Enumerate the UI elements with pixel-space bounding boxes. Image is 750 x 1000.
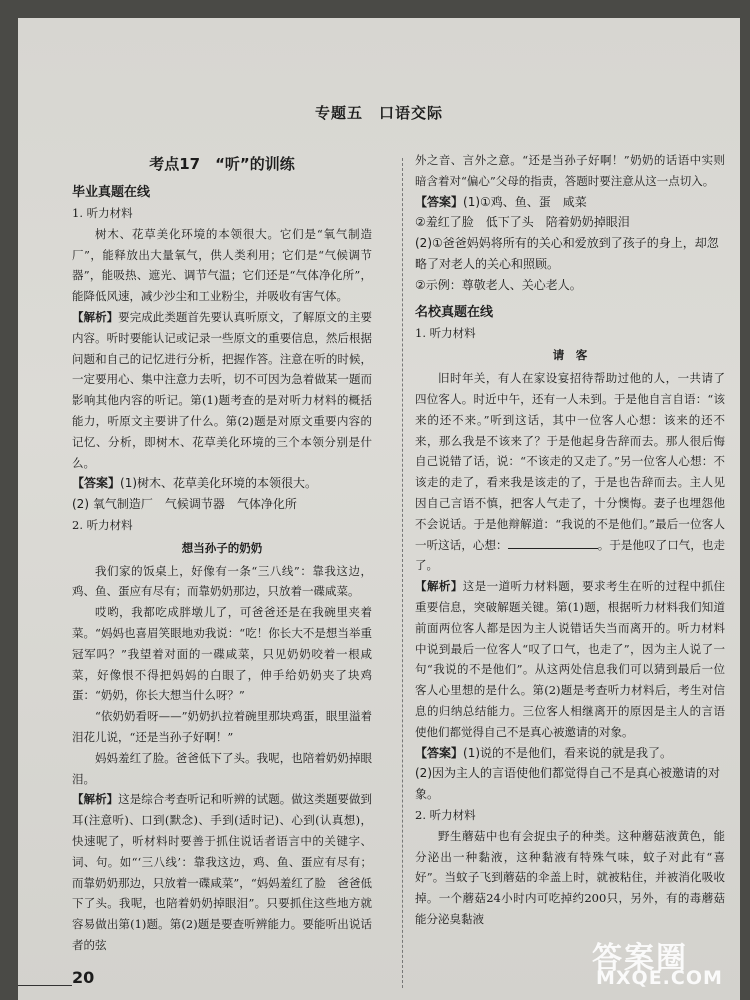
story-title-right: 请 客 bbox=[552, 348, 588, 363]
story-qingke bbox=[415, 368, 725, 576]
watermark-logo bbox=[592, 933, 722, 993]
story-title: 想当孙子的奶奶 bbox=[181, 540, 263, 555]
answer-1-line-1 bbox=[72, 473, 372, 494]
analysis-3 bbox=[415, 576, 725, 742]
item-2-label-right: 2. 听力材料 bbox=[415, 807, 476, 822]
item-1-label: 1. 听力材料 bbox=[72, 206, 133, 220]
analysis-label-3: 【解析】 bbox=[415, 579, 463, 594]
left-column bbox=[72, 150, 372, 956]
item-1-label-right: 1. 听力材料 bbox=[415, 325, 476, 340]
section-heading-graduation: 毕业真题在线 bbox=[72, 185, 151, 200]
fill-in-blank bbox=[508, 536, 598, 549]
story-paragraph-3: “依奶奶看呀——”奶奶扒拉着碗里那块鸡蛋，眼里溢着泪花儿说，“还是当孙子好啊！” bbox=[72, 709, 372, 744]
answer-3-text: (1)说的不是他们，看来说的就是我了。 bbox=[463, 745, 673, 760]
analysis-1 bbox=[72, 307, 372, 473]
textbook-page bbox=[18, 18, 740, 1000]
answer-1-line-2: (2) 氧气制造厂 气候调节器 气体净化所 bbox=[72, 497, 297, 512]
answer-3-line-2: (2)因为主人的言语使他们都觉得自己不是真心被邀请的对象。 bbox=[415, 766, 721, 802]
right-column bbox=[415, 150, 725, 930]
analysis-3-text: 这是一道听力材料题，要求考生在听的过程中抓住重要信息，突破解题关键。第(1)题，根据听力材料我们知道前面两位客人都是因为主人说错话失当而离开的。听力材料中说到最后一位客人“叹了口气，也走了”，因为主人说了一句“我说的不是他们”。从这两处信息我们可以猜到最后一位客人心里想的是什么。第(2)题是考查听力材料后，考生对信息的归纳总结能力。三位客人相继离开的原因是主人的言语使他们都觉得自己不是真心被邀请的对象。 bbox=[415, 579, 726, 739]
column-divider bbox=[402, 158, 403, 988]
story-paragraph-4: 妈妈羞红了脸。爸爸低下了头。我呢，也陪着奶奶掉眼泪。 bbox=[72, 750, 372, 786]
story-paragraph-2: 哎哟，我都吃成胖墩儿了，可爸爸还是在我碗里夹着菜。“妈妈也喜眉笑眼地劝我说：“吃！你长大不是想当举重冠军吗？”我望着对面的一碟咸菜，只见奶奶咬着一根咸菜，好像恨不得把妈妈的白眼了，伸手给奶奶夹了块鸡蛋：“奶奶，你长大想当什么呀？” bbox=[72, 605, 372, 703]
analysis-label: 【解析】 bbox=[72, 309, 119, 324]
listening-material-1: 树木、花草美化环境的本领很大。它们是“氧气制造厂”，能释放出大量氧气，供人类利用；它们是“气候调节器”，能吸热、遮光、调节气温；它们还是“气体净化所”，能降低风速，减少沙尘和工业粉尘，并吸收有害气体。 bbox=[72, 226, 372, 304]
answer-2-line-4: ②示例：尊敬老人、关心老人。 bbox=[415, 277, 582, 292]
kaodian-title: 考点17 “听”的训练 bbox=[149, 155, 295, 173]
story-qingke-part-2: 。于是他叹了口气，也走了。 bbox=[415, 537, 726, 573]
analysis-2-text: 这是综合考查听记和听辨的试题。做这类题要做到耳(注意听)、口到(默念)、手到(适时记)、心到(认真想)，快速呢了，听材料时要善于抓住说话者语言中的关键字、词、句。如“‘三八线’：靠我这边，鸡、鱼、蛋应有尽有；而靠奶奶那边，只放着一碟咸菜”，“妈妈羞红了脸 爸爸低下了头。我呢，也陪着奶奶掉眼泪”。只要抓住这些地方就容易做出第(1)题。第(2)题是要查听辨能力。要能听出说话者的弦 bbox=[72, 792, 373, 952]
mushroom-paragraph: 野生蘑菇中也有会捉虫子的种类。这种蘑菇液黄色，能分泌出一种黏液，这种黏液有特殊气味，蚊子对此有“喜好”。当蚊子飞到蘑菇的伞盖上时，就被粘住，并被消化吸收掉。一个蘑菇24小时内可吃掉约200只，另外，有的毒蘑菇能分泌臭黏液 bbox=[415, 828, 725, 926]
item-2-label: 2. 听力材料 bbox=[72, 517, 133, 532]
analysis-2-continued: 外之音、言外之意。“还是当孙子好啊！”奶奶的话语中实则暗含着对“偏心”父母的指责，答题时要注意从这一点切入。 bbox=[415, 153, 725, 188]
story-qingke-part-1: 旧时年关，有人在家设宴招待帮助过他的人，一共请了四位客人。时近中午，还有一人未到。于是他自言自语：“该来的还不来。”听到这话，其中一位客人心想：该来的还不来，那么我是不该来了？于是他起身告辞而去。那人很后悔自己说错了话，说：“不该走的又走了。”另一位客人心想：不该走的走了，看来我是该走的了，于是也告辞而去。主人见因自己言语不慎，把客人气走了，十分懊悔。妻子也埋怨他不会说话。于是他辩解道：“我说的不是他们。”最后一位客人一听这话，心想： bbox=[415, 371, 725, 552]
analysis-label-2: 【解析】 bbox=[72, 792, 119, 807]
page-number: 20 bbox=[72, 968, 95, 987]
answer-3-line-1 bbox=[415, 743, 725, 764]
answer-2-line-1 bbox=[415, 192, 725, 213]
watermark-line-2: MXQE.COM bbox=[596, 967, 723, 989]
answer-2-line-2: ②羞红了脸 低下了头 陪着奶奶掉眼泪 bbox=[415, 215, 630, 230]
answer-label: 【答案】 bbox=[72, 476, 121, 491]
chapter-title: 专题五 口语交际 bbox=[314, 104, 443, 122]
page-number-rule bbox=[18, 985, 72, 986]
answer-2-text: (1)①鸡、鱼、蛋 咸菜 bbox=[463, 194, 587, 209]
section-heading-famous-schools: 名校真题在线 bbox=[415, 304, 494, 320]
analysis-2 bbox=[72, 789, 372, 955]
answer-2-line-3: (2)①爸爸妈妈将所有的关心和爱放到了孩子的身上，却忽略了对老人的关心和照顾。 bbox=[415, 236, 719, 271]
story-paragraph-1: 我们家的饭桌上，好像有一条“三八线”：靠我这边，鸡、鱼、蛋应有尽有；而靠奶奶那边，只放着一碟咸菜。 bbox=[72, 563, 372, 599]
answer-label-2: 【答案】 bbox=[415, 194, 464, 209]
watermark-line-1: 答案圈 bbox=[592, 941, 688, 976]
answer-label-3: 【答案】 bbox=[415, 745, 464, 760]
analysis-1-text: 要完成此类题首先要认真听原文，了解原文的主要内容。听时要能认记或记录一些原文的重要信息，然后根据问题和自己的记忆进行分析，把握作答。注意在听的时候，一定要用心、集中注意力去听，切不可因为急着做某一题而影响其他内容的听记。第(1)题考查的是对听力材料的概括能力，听原文主要讲了什么。第(2)题是对原文重要内容的记忆、分析，即树木、花草美化环境的三个本领分别是什么。 bbox=[72, 309, 373, 470]
answer-1-text: (1)树木、花草美化环境的本领很大。 bbox=[120, 476, 318, 491]
